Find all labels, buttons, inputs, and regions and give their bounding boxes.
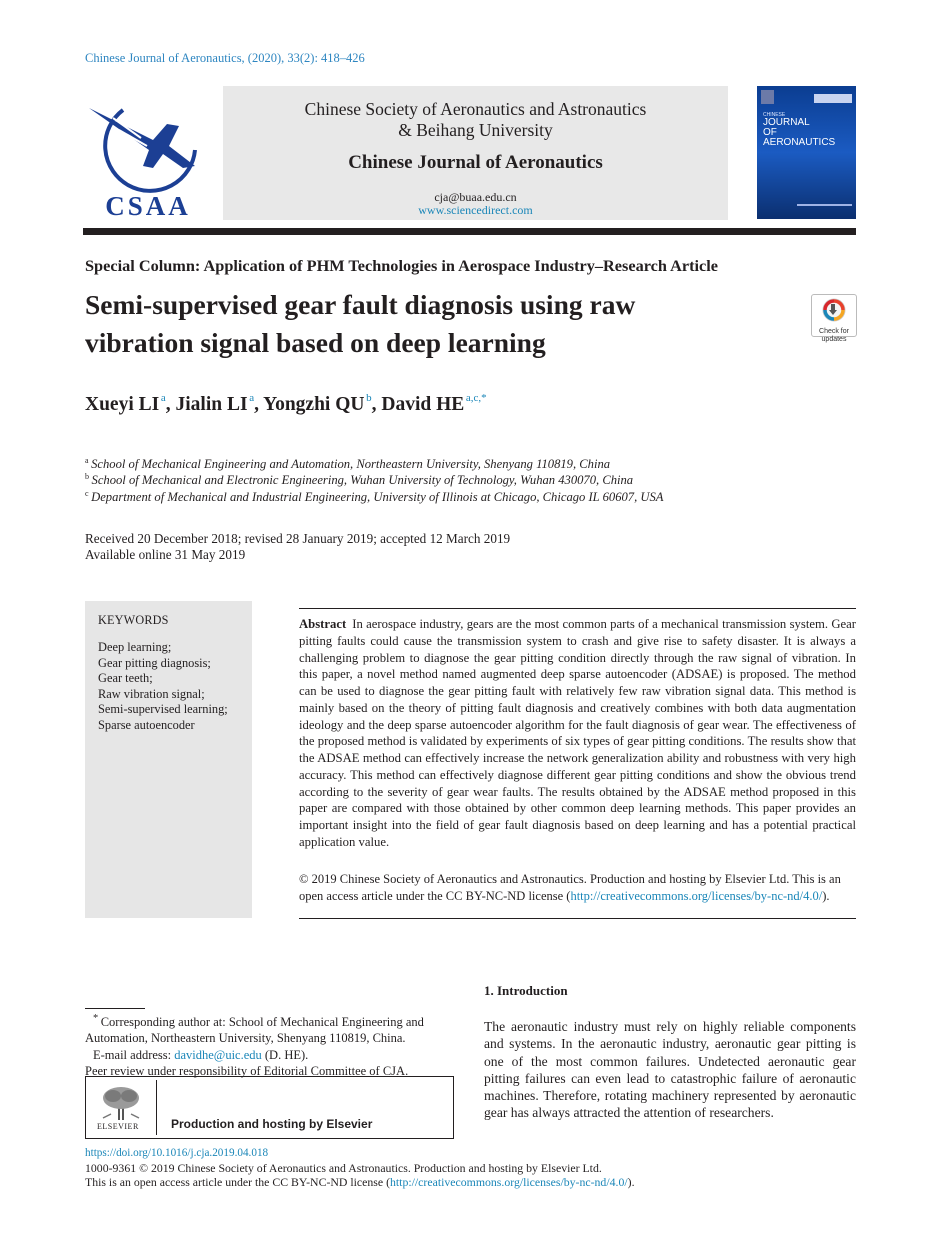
journal-citation[interactable]: Chinese Journal of Aeronautics, (2020), 33(2): 418–426: [85, 51, 365, 65]
affiliation-text: School of Mechanical Engineering and Automation, Northeastern University, Shenyang 110819, China: [91, 457, 611, 471]
check-for-updates-line2: updates: [821, 336, 847, 343]
check-for-updates-line1: Check for: [819, 328, 849, 335]
affiliation-marker: b: [85, 472, 89, 481]
introduction-body: The aeronautic industry must rely on highly reliable components and systems. In the aeronautic industry, aeronautic gear pitting is one of the most common failures. Undetected aeronautic gear pitting failures can even lead to catastrophic failure of aeronautic machines. Therefore, rotating machinery represented by aeronautic gear has always attracted the attention of researchers.: [484, 1019, 856, 1121]
footnote-marker: *: [93, 1013, 99, 1024]
email-suffix: (D. HE).: [264, 1047, 309, 1062]
elsevier-divider: [156, 1080, 157, 1135]
article-title-line2: vibration signal based on deep learning: [85, 327, 546, 358]
csaa-logo-icon: [83, 88, 213, 218]
keyword-item: Sparse autoencoder: [98, 717, 195, 732]
society-name-line2: & Beihang University: [398, 120, 553, 140]
license-prefix: This is an open access article under the CC BY-NC-ND license (: [85, 1175, 390, 1189]
author-affiliation-marker[interactable]: a,c,*: [465, 392, 487, 404]
journal-header: [223, 86, 728, 220]
footer-license: [85, 1175, 635, 1190]
available-online-date: Available online 31 May 2019: [85, 547, 246, 562]
author-name[interactable]: Yongzhi QU: [263, 394, 365, 415]
corresponding-author-note: [85, 1011, 457, 1047]
journal-email: cja@buaa.edu.cn: [434, 190, 517, 204]
abstract-top-rule: [299, 608, 856, 609]
license-link[interactable]: http://creativecommons.org/licenses/by-nc-nd/4.0/: [570, 888, 823, 903]
affiliation: [85, 456, 610, 472]
abstract-copyright: [299, 871, 856, 905]
affiliation-marker: c: [85, 489, 89, 498]
introduction-heading: 1. Introduction: [484, 983, 568, 998]
sciencedirect-link[interactable]: www.sciencedirect.com: [418, 203, 533, 217]
check-for-updates-button[interactable]: [811, 294, 857, 343]
society-name-line1: Chinese Society of Aeronautics and Astronautics: [304, 99, 647, 119]
abstract-body: In aerospace industry, gears are the most common parts of a mechanical transmission system. Gear pitting faults could cause the transmission system to crash and give rise to safety disaster. It is always a challenging problem to diagnose the gear pitting condition directly through the raw signal of vibration. In this paper, a novel method named augmented deep sparse autoencoder (ADSAE) is proposed. The method can be used to diagnose the gear pitting fault with relatively few raw vibration signal data. This method is mainly based on the theory of pitting fault diagnosis and creatively combines with both data augmentation ideology and the deep sparse autoencoder algorithm for the fault diagnosis of gear wear. The effectiveness of the proposed method is validated by experiments of six types of gear pitting conditions. The results show that the ADSAE method can effectively increase the network generalization ability and robustness with very high accuracy. This method can effectively diagnose different gear pitting conditions and show the obvious trend according to the severity of gear wear faults. The results obtained by the ADSAE method proposed in this paper are compared with those obtained by other common deep learning methods. This paper provides an important insight into the field of gear fault diagnosis based on deep learning and has a potential practical application value.: [299, 617, 856, 849]
keywords-title: KEYWORDS: [98, 613, 169, 627]
keyword-item: Semi-supervised learning;: [98, 702, 228, 717]
author-list: Xueyi LI $^a$, Jialin LI $^a$, Yongzhi QU $^b$, David HE $^{a,c,*}$: [85, 392, 487, 415]
csaa-logo-text: CSAA: [105, 191, 191, 218]
keywords-panel: [85, 601, 252, 918]
affiliation: [85, 489, 663, 505]
cover-title-line3: AERONAUTICS: [763, 137, 836, 148]
elsevier-wordmark: ELSEVIER: [97, 1122, 139, 1131]
author-affiliation-marker[interactable]: a: [249, 392, 255, 404]
author-name[interactable]: Jialin LI: [175, 394, 248, 415]
footnote: [85, 1011, 457, 1079]
cover-title-line2: OF: [763, 127, 777, 138]
cover-footer-line: [797, 204, 852, 206]
keyword-item: Gear pitting diagnosis;: [98, 655, 211, 670]
peer-review-note: Peer review under responsibility of Editorial Committee of CJA.: [85, 1063, 409, 1078]
email-label: E-mail address:: [93, 1047, 172, 1062]
author-email-link[interactable]: davidhe@uic.edu: [174, 1047, 262, 1062]
abstract: [299, 616, 856, 851]
cover-title-line1: JOURNAL: [763, 117, 810, 128]
article-section-label: Special Column: Application of PHM Technologies in Aerospace Industry–Research Article: [85, 256, 719, 275]
issn-copyright: 1000-9361 © 2019 Chinese Society of Aeronautics and Astronautics. Production and hosting by Elsevier Ltd.: [85, 1161, 602, 1175]
received-dates: Received 20 December 2018; revised 28 January 2019; accepted 12 March 2019: [85, 531, 511, 546]
abstract-heading: Abstract: [299, 617, 347, 631]
affiliation-marker: a: [85, 456, 89, 465]
article-title: [85, 286, 765, 362]
article-title-line1: Semi-supervised gear fault diagnosis using raw: [85, 289, 636, 320]
author-affiliation-marker[interactable]: b: [366, 392, 372, 404]
journal-name: Chinese Journal of Aeronautics: [348, 152, 603, 173]
keyword-item: Gear teeth;: [98, 671, 153, 686]
abstract-bottom-rule: [299, 918, 856, 919]
footnote-rule: [85, 1008, 145, 1009]
header-rule: [83, 228, 856, 235]
license-suffix: ).: [627, 1175, 635, 1189]
cover-title: [763, 118, 853, 148]
corresponding-author-text: Corresponding author at: School of Mechanical Engineering and Automation, Northeastern University, Shenyang 110819, China.: [85, 1015, 424, 1046]
keyword-item: Raw vibration signal;: [98, 686, 205, 701]
copyright-end: ).: [822, 888, 830, 903]
check-for-updates-icon: [822, 298, 846, 322]
author-name[interactable]: Xueyi LI: [85, 394, 160, 415]
cover-elsevier-mark: [761, 90, 774, 104]
copyright-text: © 2019 Chinese Society of Aeronautics and Astronautics. Production and hosting by Elsevier Ltd. This is an open access article under the CC BY-NC-ND license (: [299, 872, 841, 903]
affiliation-text: Department of Mechanical and Industrial Engineering, University of Illinois at Chicago, Chicago IL 60607, USA: [91, 490, 664, 504]
affiliation: [85, 472, 633, 488]
doi-link[interactable]: https://doi.org/10.1016/j.cja.2019.04.018: [85, 1147, 269, 1159]
affiliation-text: School of Mechanical and Electronic Engineering, Wuhan University of Technology, Wuhan 430070, China: [91, 473, 634, 487]
cover-header-strip: [814, 94, 852, 103]
elsevier-production-label: Production and hosting by Elsevier: [171, 1117, 373, 1131]
cover-small-label: CHINESE: [763, 112, 786, 118]
keyword-item: Deep learning;: [98, 640, 172, 654]
journal-cover-image: [757, 86, 856, 219]
author-name[interactable]: David HE: [381, 394, 465, 415]
article-history: [85, 531, 510, 563]
email-line: [85, 1047, 457, 1063]
author-affiliation-marker[interactable]: a: [160, 392, 166, 404]
footer-license-link[interactable]: http://creativecommons.org/licenses/by-nc-nd/4.0/: [390, 1175, 628, 1189]
